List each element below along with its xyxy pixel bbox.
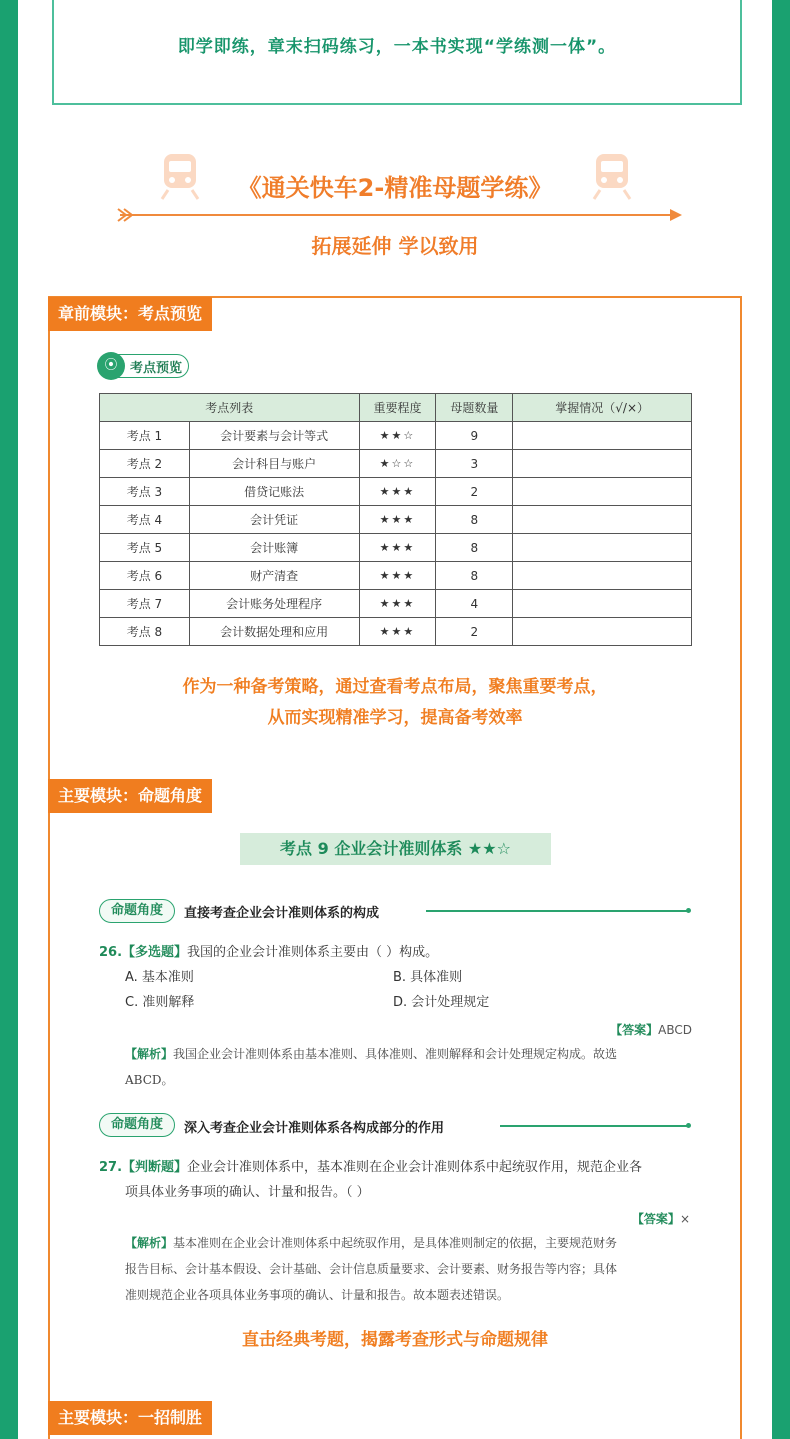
- q27-stem-line1: 企业会计准则体系中，基本准则在企业会计准则体系中起统驭作用，规范企业各: [187, 1160, 643, 1175]
- kaodian-9-title: 考点 9 企业会计准则体系 ★★☆: [240, 833, 551, 865]
- row-stars: ★☆☆: [359, 450, 436, 478]
- header-importance: 重要程度: [359, 394, 436, 422]
- row-name: 会计要素与会计等式: [189, 422, 359, 450]
- row-stars: ★★★: [359, 478, 436, 506]
- q26-expl-label: 【解析】: [125, 1047, 174, 1061]
- table-row: [100, 506, 692, 534]
- q27-expl-label: 【解析】: [125, 1236, 174, 1250]
- q26-answer: [610, 1021, 692, 1038]
- intro-box: [52, 0, 742, 105]
- q27-answer-label: 【答案】: [631, 1212, 680, 1226]
- row-count: 8: [436, 506, 513, 534]
- row-status-cell[interactable]: [513, 562, 692, 590]
- row-name: 会计账簿: [189, 534, 359, 562]
- module-tag-preview: 章前模块：考点预览: [48, 297, 212, 331]
- q27-answer-value: ×: [679, 1212, 690, 1226]
- row-status-cell[interactable]: [513, 450, 692, 478]
- preview-note-line2: 从而实现精准学习，提高备考效率: [267, 708, 523, 728]
- table-header-row: [100, 394, 692, 422]
- q26-answer-value: ABCD: [658, 1023, 692, 1037]
- row-stars: ★★★: [359, 562, 436, 590]
- q26-expl-line1: 我国企业会计准则体系由基本准则、具体准则、准则解释和会计处理规定构成。故选: [173, 1047, 618, 1061]
- row-name: 会计数据处理和应用: [189, 618, 359, 646]
- angle1-dot: [686, 908, 691, 913]
- row-count: 9: [436, 422, 513, 450]
- q26-option-d: D. 会计处理规定: [393, 995, 490, 1010]
- row-stars: ★★★: [359, 506, 436, 534]
- title-divider: [120, 214, 680, 216]
- table-row: [100, 562, 692, 590]
- q26-number: 26.: [99, 945, 123, 960]
- row-status-cell[interactable]: [513, 590, 692, 618]
- row-name: 借贷记账法: [189, 478, 359, 506]
- q27-explanation: [125, 1230, 692, 1308]
- angle2-text: 深入考查企业会计准则体系各构成部分的作用: [184, 1121, 445, 1136]
- angle-tag: 命题角度: [99, 899, 175, 923]
- row-status-cell[interactable]: [513, 618, 692, 646]
- row-count: 8: [436, 562, 513, 590]
- angle1-text: 直接考查企业会计准则体系的构成: [184, 906, 380, 921]
- q26-option-b: B. 具体准则: [393, 970, 463, 985]
- table-row: [100, 590, 692, 618]
- row-status-cell[interactable]: [513, 506, 692, 534]
- table-row: [100, 422, 692, 450]
- row-id: 考点 6: [100, 562, 190, 590]
- angle-note: 直击经典考题，揭露考查形式与命题规律: [242, 1330, 548, 1350]
- q26-option-a: A. 基本准则: [125, 970, 194, 985]
- row-name: 会计科目与账户: [189, 450, 359, 478]
- row-stars: ★★★: [359, 618, 436, 646]
- q26-expl-line2: ABCD。: [125, 1073, 174, 1087]
- row-count: 2: [436, 618, 513, 646]
- row-count: 2: [436, 478, 513, 506]
- intro-text: 即学即练，章末扫码练习，一本书实现“学练测一体”。: [177, 37, 617, 57]
- q27-expl-line2: 报告目标、会计基本假设、会计基础、会计信息质量要求、会计要素、财务报告等内容；具体: [125, 1262, 618, 1276]
- header-list: 考点列表: [100, 394, 360, 422]
- kaodian-preview-badge: [99, 354, 189, 378]
- angle2-line: [500, 1125, 688, 1127]
- row-id: 考点 2: [100, 450, 190, 478]
- page-subtitle: 拓展延伸 学以致用: [311, 234, 479, 258]
- row-id: 考点 3: [100, 478, 190, 506]
- q27-number: 27.: [99, 1160, 123, 1175]
- q26-option-c: C. 准则解释: [125, 995, 195, 1010]
- page-title: 《通关快车2-精准母题学练》: [237, 174, 553, 202]
- row-id: 考点 7: [100, 590, 190, 618]
- module-tag-winning: 主要模块：一招制胜: [48, 1401, 212, 1435]
- row-name: 会计凭证: [189, 506, 359, 534]
- row-id: 考点 4: [100, 506, 190, 534]
- question-27: [99, 1155, 699, 1181]
- row-id: 考点 5: [100, 534, 190, 562]
- row-id: 考点 8: [100, 618, 190, 646]
- location-pin-icon: ⦿: [97, 352, 125, 380]
- arrow-head-icon: [670, 209, 682, 221]
- row-status-cell[interactable]: [513, 534, 692, 562]
- row-count: 3: [436, 450, 513, 478]
- header-status: 掌握情况（√/×）: [513, 394, 692, 422]
- q26-explanation: [125, 1041, 692, 1093]
- q26-type: 【多选题】: [122, 945, 188, 960]
- table-row: [100, 478, 692, 506]
- kaodian-table: [99, 393, 692, 646]
- angle-tag: 命题角度: [99, 1113, 175, 1137]
- table-row: [100, 450, 692, 478]
- badge-label: 考点预览: [130, 361, 183, 376]
- q27-expl-line3: 准则规范企业各项具体业务事项的确认、计量和报告。故本题表述错误。: [125, 1288, 510, 1302]
- q27-answer: [632, 1210, 690, 1227]
- arrow-tail-icon: [116, 208, 132, 222]
- row-stars: ★★★: [359, 534, 436, 562]
- q27-stem-line2: 项具体业务事项的确认、计量和报告。（ ）: [125, 1185, 370, 1200]
- row-count: 8: [436, 534, 513, 562]
- table-row: [100, 618, 692, 646]
- module-tag-angle: 主要模块：命题角度: [48, 779, 212, 813]
- q26-answer-label: 【答案】: [610, 1023, 659, 1037]
- row-name: 财产清查: [189, 562, 359, 590]
- row-stars: ★★☆: [359, 422, 436, 450]
- row-id: 考点 1: [100, 422, 190, 450]
- q26-stem: 我国的企业会计准则体系主要由（ ）构成。: [187, 945, 439, 960]
- angle1-line: [426, 910, 688, 912]
- table-row: [100, 534, 692, 562]
- question-26: [99, 940, 438, 966]
- q27-expl-line1: 基本准则在企业会计准则体系中起统驭作用，是具体准则制定的依据，主要规范财务: [173, 1236, 618, 1250]
- row-count: 4: [436, 590, 513, 618]
- row-status-cell[interactable]: [513, 478, 692, 506]
- row-name: 会计账务处理程序: [189, 590, 359, 618]
- preview-note-line1: 作为一种备考策略，通过查看考点布局，聚焦重要考点，: [182, 677, 608, 697]
- q27-type: 【判断题】: [122, 1160, 188, 1175]
- row-status-cell[interactable]: [513, 422, 692, 450]
- angle2-dot: [686, 1123, 691, 1128]
- row-stars: ★★★: [359, 590, 436, 618]
- header-count: 母题数量: [436, 394, 513, 422]
